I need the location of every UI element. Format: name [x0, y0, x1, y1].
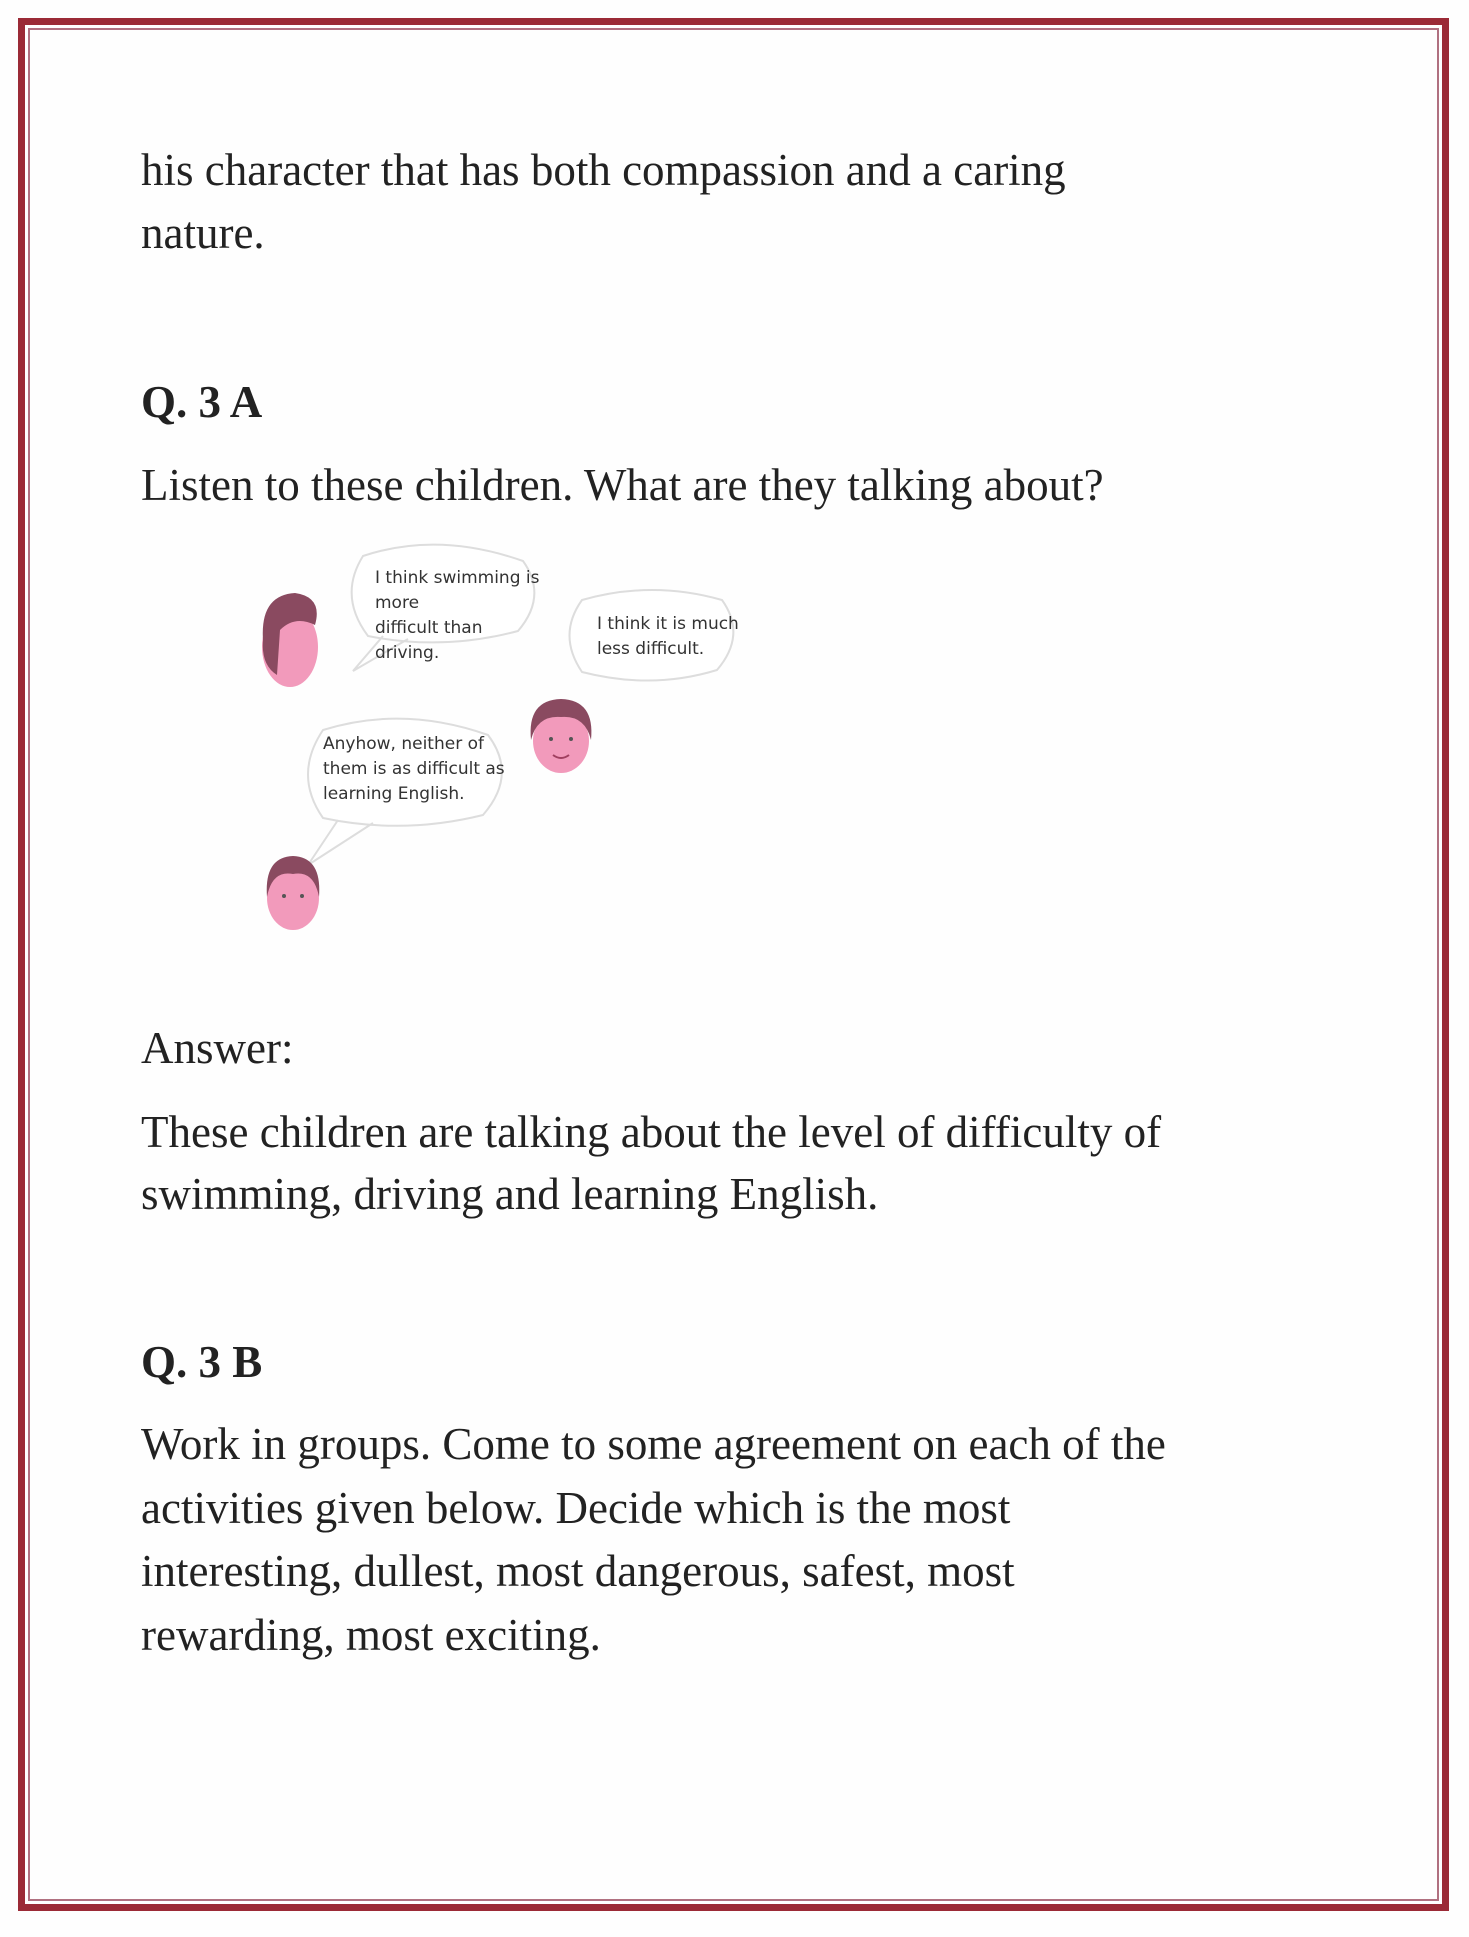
answer-line: These children are talking about the level of difficulty of — [141, 1107, 1162, 1157]
bubble-text: I think it is much — [597, 614, 739, 634]
boy-face-profile — [255, 585, 325, 695]
speech-bubble — [557, 580, 742, 690]
q3b-line: rewarding, most exciting. — [141, 1610, 601, 1660]
answer-label: Answer: — [141, 1023, 294, 1073]
speech-bubble — [333, 536, 543, 661]
bubble-text: less difficult. — [597, 639, 705, 659]
q3a-heading: Q. 3 A — [141, 377, 263, 427]
girl-face — [525, 695, 597, 779]
bubble-text: Anyhow, neither of — [323, 734, 484, 754]
q3a-question: Listen to these children. What are they talking about? — [141, 460, 1104, 510]
speech-bubble — [293, 710, 518, 840]
q3b-heading: Q. 3 B — [141, 1337, 263, 1387]
bubble-text: difficult than driving. — [375, 618, 483, 663]
answer-line: swimming, driving and learning English. — [141, 1169, 879, 1219]
child-face — [262, 852, 324, 934]
q3b-line: Work in groups. Come to some agreement on each of the — [141, 1419, 1166, 1469]
bubble-text: I think swimming is more — [375, 568, 540, 613]
q3b-line: activities given below. Decide which is the most — [141, 1483, 1011, 1533]
intro-line: his character that has both compassion and a caring — [141, 145, 1066, 195]
intro-line: nature. — [141, 208, 265, 258]
bubble-text: them is as difficult as — [323, 759, 505, 779]
q3b-line: interesting, dullest, most dangerous, safest, most — [141, 1546, 1015, 1596]
bubble-text: learning English. — [323, 784, 465, 804]
